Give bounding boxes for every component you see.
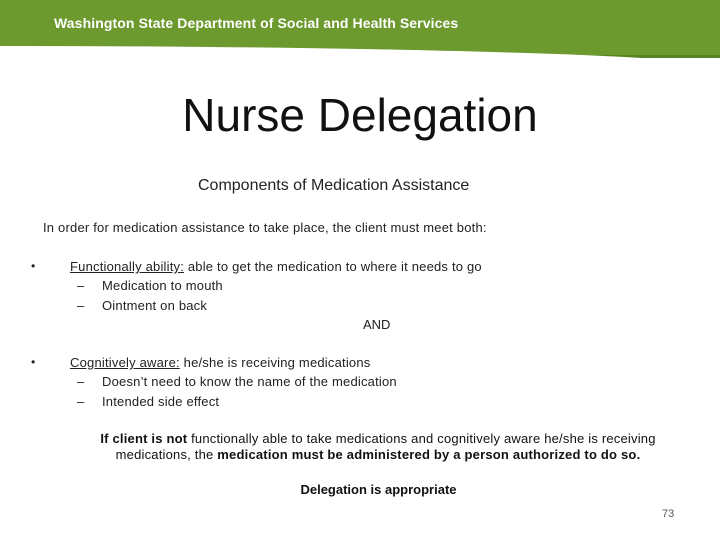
bullet-body: he/she is receiving medications <box>179 355 371 370</box>
note-part: not <box>166 431 188 446</box>
slide-subtitle: Components of Medication Assistance <box>198 177 470 194</box>
bullet-icon: • <box>31 355 36 369</box>
bullet-body: able to get the medication to where it needs to go <box>184 259 482 274</box>
bullet-text <box>70 259 482 274</box>
bullet-icon: • <box>31 259 36 273</box>
dash-icon: – <box>77 278 85 293</box>
note-part: medication must be administered by a person authorized to do so. <box>217 447 641 462</box>
org-title: Washington State Department of Social and Health Services <box>54 15 459 31</box>
bullet-heading: Cognitively aware: <box>70 355 180 370</box>
sub-item-text: Intended side effect <box>102 394 220 409</box>
dash-icon: – <box>77 298 85 313</box>
sub-item-text: Medication to mouth <box>102 278 223 293</box>
sub-item <box>77 278 223 293</box>
bullet-text <box>70 355 371 370</box>
delegation-text: Delegation is appropriate <box>300 482 457 497</box>
intro-text: In order for medication assistance to take place, the client must meet both: <box>43 220 487 235</box>
note-part: If client is <box>100 431 167 446</box>
sub-item-text: Ointment on back <box>102 298 208 313</box>
page-number: 73 <box>662 508 675 520</box>
slide-title: Nurse Delegation <box>182 89 538 141</box>
bullet-heading: Functionally ability: <box>70 259 185 274</box>
sub-item-text: Doesn’t need to know the name of the medication <box>102 374 397 389</box>
sub-item <box>77 394 219 409</box>
note-part: functionally able to take medications and cognitively aware he/she is receiving medications, the <box>115 431 656 462</box>
sub-item <box>77 298 207 313</box>
dash-icon: – <box>77 394 85 409</box>
note-text <box>78 431 678 463</box>
and-connector: AND <box>363 317 391 332</box>
dash-icon: – <box>77 374 85 389</box>
sub-item <box>77 374 397 389</box>
